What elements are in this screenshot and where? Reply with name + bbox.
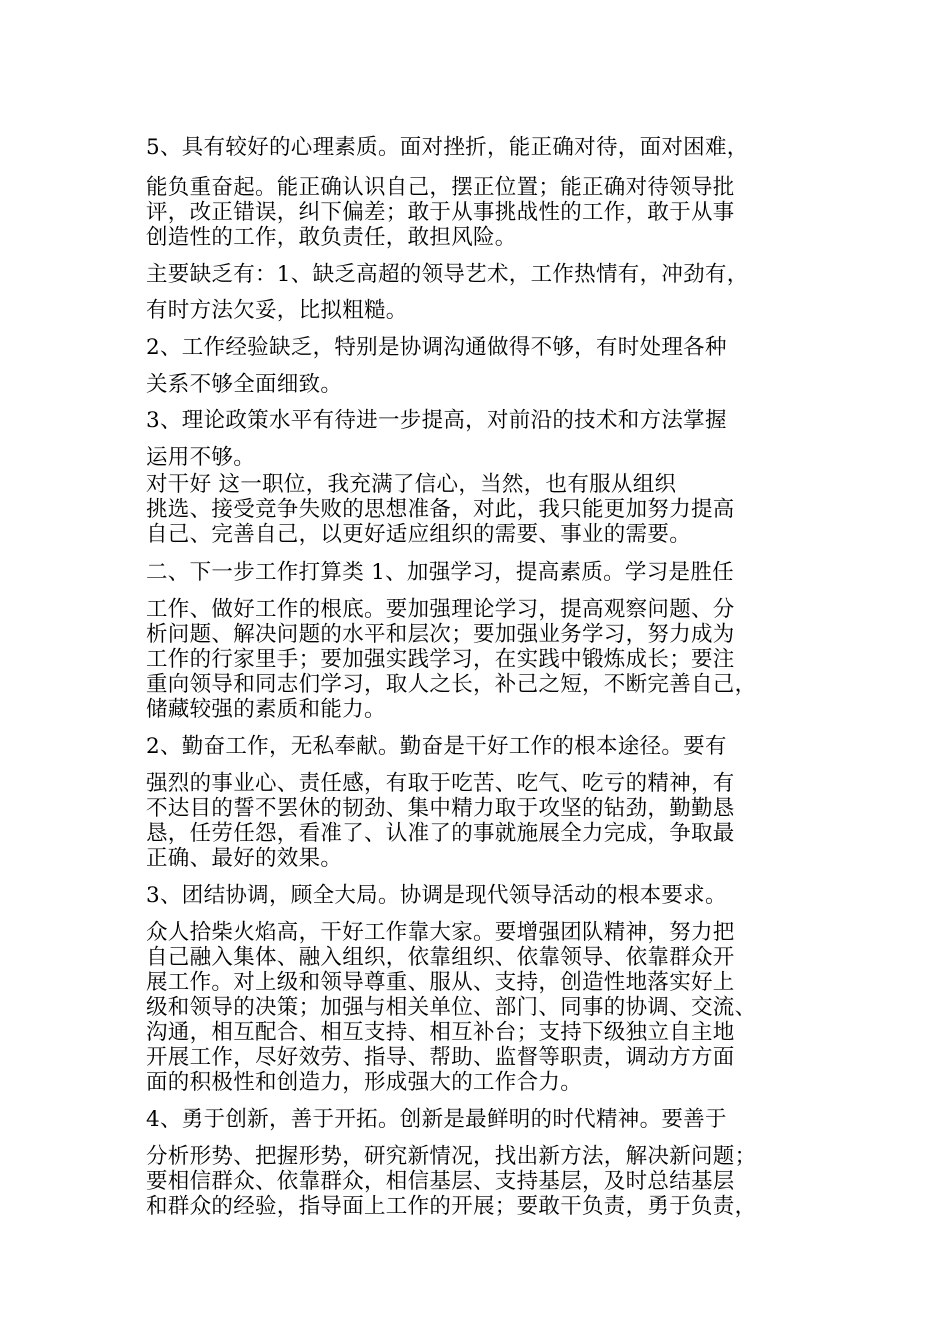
text-line: 级和领导的决策；加强与相关单位、部门、同事的协调、交流、	[146, 995, 757, 1020]
text-line: 工作的行家里手；要加强实践学习，在实践中锻炼成长；要注	[146, 647, 735, 672]
text-line: 众人拾柴火焰高，干好工作靠大家。要增强团队精神，努力把	[146, 920, 735, 945]
text-line: 主要缺乏有：1、缺乏高超的领导艺术，工作热情有，冲劲有，	[146, 262, 749, 287]
text-line: 有时方法欠妥，比拟粗糙。	[146, 298, 408, 323]
text-line: 3、团结协调，顾全大局。协调是现代领导活动的根本要求。	[146, 883, 727, 908]
text-line: 沟通，相互配合、相互支持、相互补台；支持下级独立自主地	[146, 1020, 735, 1045]
text-line: 工作、做好工作的根底。要加强理论学习，提高观察问题、分	[146, 597, 735, 622]
text-line: 不达目的誓不罢休的韧劲、集中精力取于攻坚的钻劲，勤勤恳	[146, 796, 735, 821]
text-line: 分析形势、把握形势，研究新情况，找出新方法，解决新问题；	[146, 1144, 757, 1169]
text-line: 4、勇于创新，善于开拓。创新是最鲜明的时代精神。要善于	[146, 1107, 727, 1132]
text-line: 面的积极性和创造力，形成强大的工作合力。	[146, 1070, 583, 1095]
text-line: 5、具有较好的心理素质。面对挫折，能正确对待，面对困难，	[146, 135, 749, 160]
text-line: 自己、完善自己，以更好适应组织的需要、事业的需要。	[146, 522, 692, 547]
text-line: 对干好 这一职位，我充满了信心，当然，也有服从组织	[146, 472, 677, 497]
text-line: 储藏较强的素质和能力。	[146, 697, 386, 722]
text-line: 析问题、解决问题的水平和层次；要加强业务学习，努力成为	[146, 622, 735, 647]
text-line: 强烈的事业心、责任感，有取于吃苦、吃气、吃亏的精神，有	[146, 771, 735, 796]
text-line: 重向领导和同志们学习，取人之长，补己之短，不断完善自己，	[146, 672, 757, 697]
text-line: 关系不够全面细致。	[146, 372, 343, 397]
text-line: 2、勤奋工作，无私奉献。勤奋是干好工作的根本途径。要有	[146, 734, 727, 759]
text-line: 要相信群众、依靠群众，相信基层、支持基层，及时总结基层	[146, 1169, 735, 1194]
text-line: 展工作。对上级和领导尊重、服从、支持，创造性地落实好上	[146, 970, 735, 995]
text-line: 3、理论政策水平有待进一步提高，对前沿的技术和方法掌握	[146, 408, 727, 433]
text-line: 能负重奋起。能正确认识自己，摆正位置；能正确对待领导批	[146, 175, 735, 200]
text-line: 开展工作，尽好效劳、指导、帮助、监督等职责，调动方方面	[146, 1045, 735, 1070]
text-line: 正确、最好的效果。	[146, 846, 343, 871]
text-line: 二、下一步工作打算类 1、加强学习，提高素质。学习是胜任	[146, 560, 734, 585]
text-line: 和群众的经验，指导面上工作的开展；要敢干负责，勇于负责，	[146, 1194, 757, 1219]
text-line: 恳，任劳任怨，看准了、认准了的事就施展全力完成，争取最	[146, 821, 735, 846]
text-line: 2、工作经验缺乏，特别是协调沟通做得不够，有时处理各种	[146, 335, 727, 360]
text-line: 挑选、接受竞争失败的思想准备，对此，我只能更加努力提高	[146, 497, 735, 522]
text-line: 运用不够。	[146, 445, 256, 470]
text-line: 创造性的工作，敢负责任，敢担风险。	[146, 225, 517, 250]
text-line: 评，改正错误，纠下偏差；敢于从事挑战性的工作，敢于从事	[146, 200, 735, 225]
text-line: 自己融入集体、融入组织，依靠组织、依靠领导、依靠群众开	[146, 945, 735, 970]
